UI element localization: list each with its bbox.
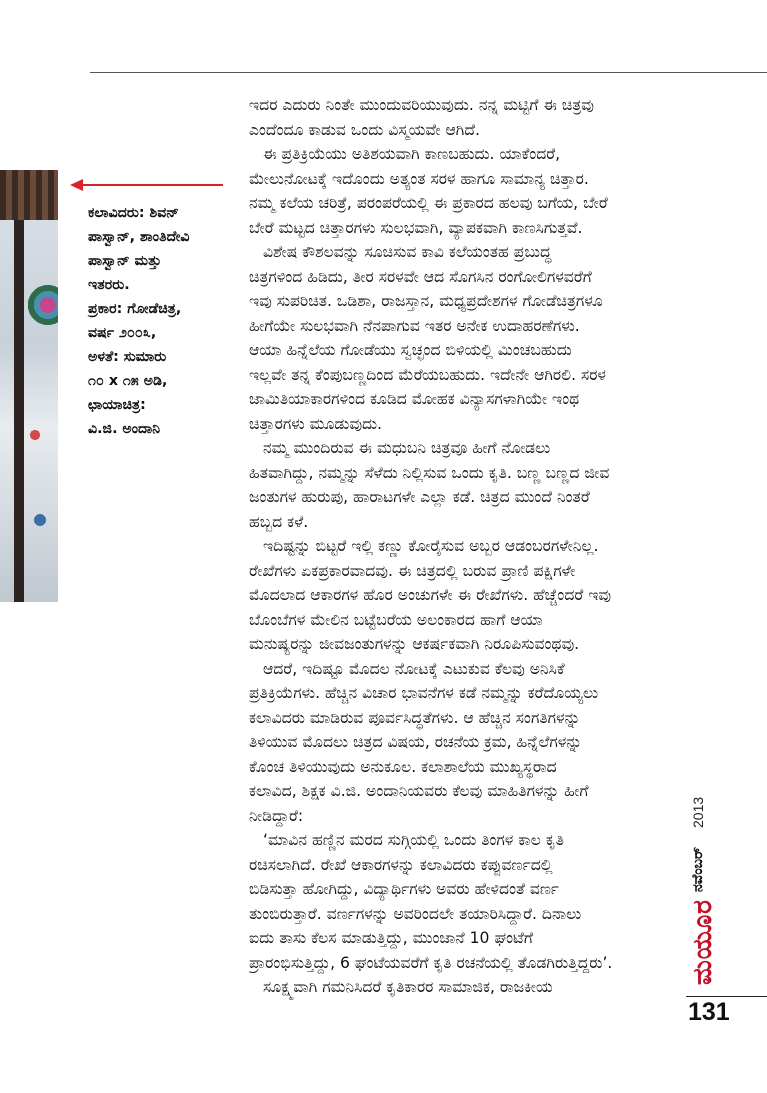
body-line: ಆದರೆ, ಇದಿಷ್ಟೂ ಮೊದಲ ನೋಟಕ್ಕೆ ಎಟುಕುವ ಕೆಲವು ಅನಿಸಿಕೆ [263,659,565,678]
body-line: ಕಲಾವಿದ, ಶಿಕ್ಷಕ ವಿ.ಜಿ. ಅಂದಾನಿಯವರು ಕೆಲವು ಮಾಹಿತಿಗಳನ್ನು ಹೀಗೆ [249,782,589,800]
body-line: ಪ್ರಾರಂಭಿಸುತ್ತಿದ್ದು, 6 ಘಂಟೆಯವರೆಗೆ ಕೃತಿ ರಚನೆಯಲ್ಲಿ ತೊಡಗಿರುತ್ತಿದ್ದರು’. [249,953,613,972]
caption-line: ೧೦ x ೧೫ ಅಡಿ, [88,373,168,389]
body-line: ನೀಡಿದ್ದಾರೆ: [249,806,304,825]
caption-line: ವರ್ಷ ೨೦೦೩, [88,325,157,341]
body-line: ನಮ್ಮ ಮುಂದಿರುವ ಈ ಮಧುಬನಿ ಚಿತ್ರವೂ ಹೀಗೆ ನೋಡಲು [263,439,551,457]
photo-caption [88,201,228,441]
body-line: ಇವು ಸುಪರಿಚಿತ. ಒಡಿಶಾ, ರಾಜಸ್ತಾನ, ಮಧ್ಯಪ್ರದೇಶಗಳ ಗೋಡೆಚಿತ್ರಗಳೂ [249,292,603,310]
body-line: ಬೊಂಬೆಗಳ ಮೇಲಿನ ಬಟ್ಟೆಬರೆಯ ಅಲಂಕಾರದ ಹಾಗೆ ಆಯಾ [249,610,543,629]
body-line: ಹಿತವಾಗಿದ್ದು, ನಮ್ಮನ್ನು ಸೆಳೆದು ನಿಲ್ಲಿಸುವ ಒಂದು ಕೃತಿ. ಬಣ್ಣ ಬಣ್ಣದ ಜೀವ [249,463,610,482]
body-line: ಹೀಗೆಯೇ ಸುಲಭವಾಗಿ ನೆನಪಾಗುವ ಇತರ ಅನೇಕ ಉದಾಹರಣೆಗಳು. [249,316,580,335]
body-line: ಆಯಾ ಹಿನ್ನೆಲೆಯ ಗೋಡೆಯು ಸ್ವಚ್ಛಂದ ಬಿಳಿಯಲ್ಲಿ ಮಿಂಚಬಹುದು [249,341,572,359]
body-line: ಬೇರೆ ಮಟ್ಟದ ಚಿತ್ತಾರಗಳು ಸುಲಭವಾಗಿ, ವ್ಯಾಪಕವಾಗಿ ಕಾಣಸಿಗುತ್ತವೆ. [249,218,583,237]
body-line: ಕೊಂಚ ತಿಳಿಯುವುದು ಅನುಕೂಲ. ಕಲಾಶಾಲೆಯ ಮುಖ್ಯಸ್ಥರಾದ [249,757,557,776]
body-line: ‘ಮಾವಿನ ಹಣ್ಣಿನ ಮರದ ಸುಗ್ಗಿಯಲ್ಲಿ ಒಂದು ತಿಂಗಳ ಕಾಲ ಕೃತಿ [263,831,564,849]
issue-month: ನವೆಂಬರ್ [690,847,706,892]
body-line: ತಿಳಿಯುವ ಮೊದಲು ಚಿತ್ರದ ವಿಷಯ, ರಚನೆಯ ಕ್ರಮ, ಹಿನ್ನೆಲೆಗಳನ್ನು [249,733,583,751]
body-line: ನಮ್ಮ ಕಲೆಯ ಚರಿತ್ರೆ, ಪರಂಪರೆಯಲ್ಲಿ ಈ ಪ್ರಕಾರದ ಹಲವು ಬಗೆಯ, ಬೇರೆ [249,194,608,212]
magazine-brand: ಮಯೂರ [688,899,718,985]
peacock-motif [24,260,58,350]
page-number: 131 [688,998,730,1026]
body-line: ಇಲ್ಲವೇ ತನ್ನ ಕೆಂಪುಬಣ್ಣದಿಂದ ಮೆರೆಯಬಹುದು. ಇದೇನೇ ಆಗಿರಲಿ. ಸರಳ [249,365,607,384]
body-line: ರೇಖೆಗಳು ಏಕಪ್ರಕಾರವಾದವು. ಈ ಚಿತ್ರದಲ್ಲಿ ಬರುವ ಪ್ರಾಣಿ ಪಕ್ಷಿಗಳೇ [249,561,576,580]
caption-line: ಕಲಾವಿದರು: ಶಿವನ್ [88,205,179,221]
caption-line: ಪಾಸ್ವಾನ್ ಮತ್ತು [88,253,162,269]
flower-motif [20,420,50,450]
caption-line: ಛಾಯಾಚಿತ್ರ: [88,397,146,413]
body-line: ಚಿತ್ರಗಳಿಂದ ಹಿಡಿದು, ತೀರ ಸರಳವೇ ಆದ ಸೊಗಸಿನ ರಂಗೋಲಿಗಳವರೆಗೆ [249,267,592,286]
body-line: ಚಿತ್ತಾರಗಳು ಮೂಡುವುದು. [249,414,383,433]
page-number-rule [686,996,767,997]
body-line: ಈ ಪ್ರತಿಕ್ರಿಯೆಯು ಅತಿಶಯವಾಗಿ ಕಾಣಬಹುದು. ಯಾಕೆಂದರೆ, [263,145,561,163]
madhubani-painting-photo [0,170,58,602]
bird-motif [28,500,52,540]
caption-arrow-line [80,184,223,186]
body-line: ಮನುಷ್ಯರನ್ನು ಜೀವಜಂತುಗಳನ್ನು ಆಕರ್ಷಕವಾಗಿ ನಿರೂಪಿಸುವಂಥವು. [249,635,580,653]
body-line: ಇದಿಷ್ಟನ್ನು ಬಿಟ್ಟರೆ ಇಲ್ಲಿ ಕಣ್ಣು ಕೋರೈಸುವ ಅಬ್ಬರ ಆಡಂಬರಗಳೇನಿಲ್ಲ. [263,537,599,555]
caption-line: ಪಾಸ್ವಾನ್, ಶಾಂತಿದೇವಿ [88,229,190,245]
caption-arrow-icon [70,179,83,191]
body-line: ಮೇಲುನೋಟಕ್ಕೆ ಇದೊಂದು ಅತ್ಯಂತ ಸರಳ ಹಾಗೂ ಸಾಮಾನ್ಯ ಚಿತ್ತಾರ. [249,169,589,188]
body-line: ಐದು ತಾಸು ಕೆಲಸ ಮಾಡುತ್ತಿದ್ದು, ಮುಂಜಾನೆ 10 ಘಂಟೆಗೆ [249,929,533,947]
body-line: ಜಾಮಿತಿಯಾಕಾರಗಳಿಂದ ಕೂಡಿದ ಮೋಹಕ ವಿನ್ಯಾಸಗಳಾಗಿಯೇ ಇಂಥ [249,390,580,408]
body-line: ಕಲಾವಿದರು ಮಾಡಿರುವ ಪೂರ್ವಸಿದ್ಧತೆಗಳು. ಆ ಹೆಚ್ಚಿನ ಸಂಗತಿಗಳನ್ನು [249,708,581,727]
body-line: ರಚಿಸಲಾಗಿದೆ. ರೇಖೆ ಆಕಾರಗಳನ್ನು ಕಲಾವಿದರು ಕಪ್ಪುವರ್ಣದಲ್ಲಿ [249,855,553,874]
body-line: ಬಿಡಿಸುತ್ತಾ ಹೋಗಿದ್ದು, ವಿದ್ಯಾರ್ಥಿಗಳು ಅವರು ಹೇಳಿದಂತೆ ವರ್ಣ [249,880,559,898]
body-line: ಪ್ರತಿಕ್ರಿಯೆಗಳು. ಹೆಚ್ಚಿನ ವಿಚಾರ ಭಾವನೆಗಳ ಕಡೆ ನಮ್ಮನ್ನು ಕರೆದೊಯ್ಯಲು [249,684,599,702]
body-line: ವಿಶೇಷ ಕೌಶಲವನ್ನು ಸೂಚಿಸುವ ಕಾವಿ ಕಲೆಯಂತಹ ಪ್ರಬುದ್ಧ [263,243,552,261]
body-line: ಇದರ ಎದುರು ನಿಂತೇ ಮುಂದುವರಿಯುವುದು. ನನ್ನ ಮಟ್ಟಿಗೆ ಈ ಚಿತ್ರವು [249,96,594,114]
caption-line: ಪ್ರಕಾರ: ಗೋಡೆಚಿತ್ರ, [88,301,182,317]
wood-frame [0,170,58,220]
top-rule [90,72,767,73]
painting-border-band [14,220,24,602]
body-line: ಎಂದೆಂದೂ ಕಾಡುವ ಒಂದು ವಿಸ್ಮಯವೇ ಆಗಿದೆ. [249,120,480,139]
caption-line: ಇತರರು. [88,277,130,293]
issue-year: 2013 [690,796,706,828]
body-line: ಮೊದಲಾದ ಆಕಾರಗಳ ಹೊರ ಅಂಚುಗಳೇ ಈ ರೇಖೆಗಳು. ಹೆಚ್ಚೆಂದರೆ ಇವು [249,586,612,604]
body-line: ಜಂತುಗಳ ಹುರುಪು, ಹಾರಾಟಗಳೇ ಎಲ್ಲಾ ಕಡೆ. ಚಿತ್ರದ ಮುಂದೆ ನಿಂತರೆ [249,488,590,506]
body-line: ತುಂಬಿರುತ್ತಾರೆ. ವರ್ಣಗಳನ್ನು ಅವರಿಂದಲೇ ತಯಾರಿಸಿದ್ದಾರೆ. ದಿನಾಲು [249,904,582,923]
body-line: ಸೂಕ್ಷ್ಮವಾಗಿ ಗಮನಿಸಿದರೆ ಕೃತಿಕಾರರ ಸಾಮಾಜಿಕ, ರಾಜಕೀಯ [263,978,553,996]
caption-line: ವಿ.ಜಿ. ಅಂದಾನಿ [88,421,161,437]
body-line: ಹಬ್ಬದ ಕಳೆ. [249,512,309,531]
caption-line: ಅಳತೆ: ಸುಮಾರು [88,349,167,365]
article-body [249,93,679,1000]
